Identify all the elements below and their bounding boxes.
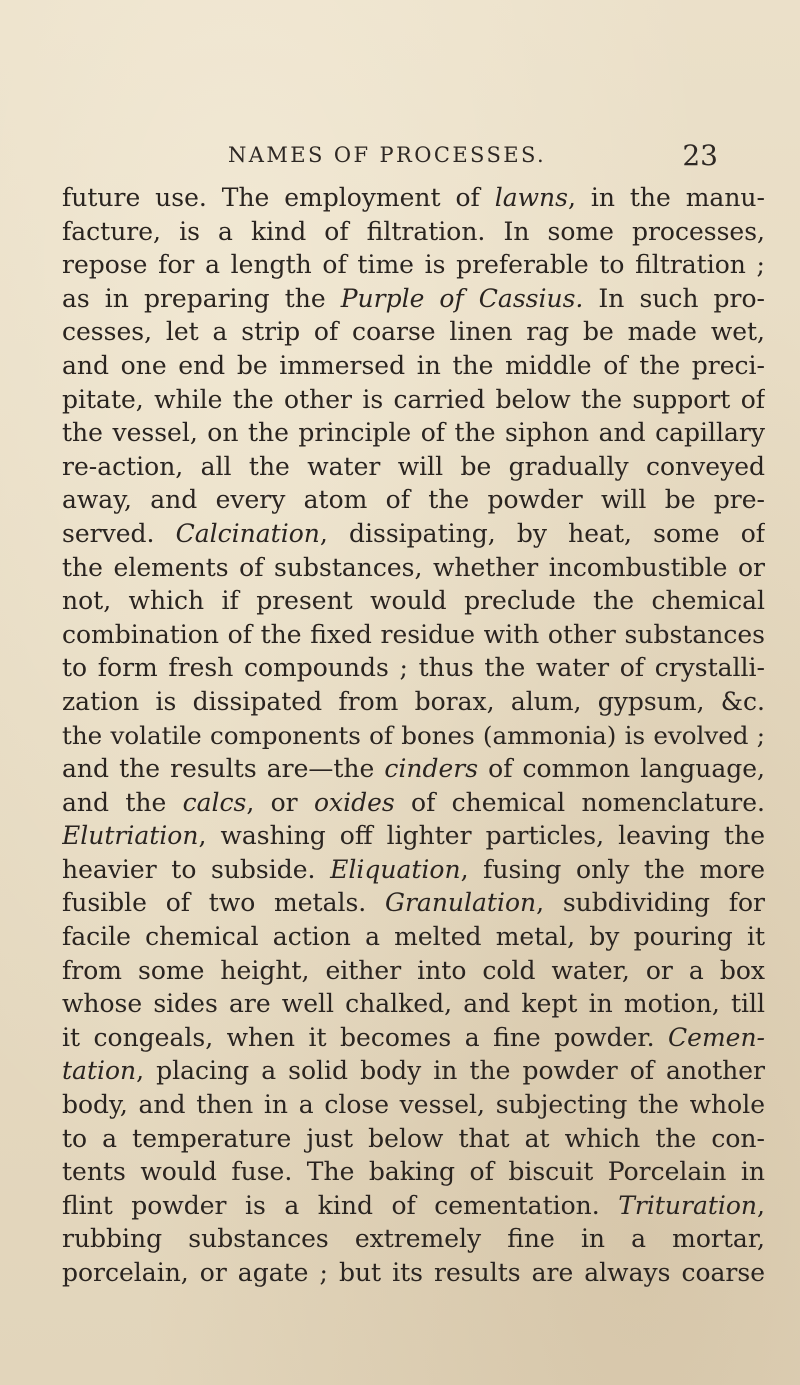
text-line: [62, 719, 765, 753]
text-line: [62, 618, 765, 652]
text-run: In such pro-: [583, 283, 765, 313]
text-run: combination of the fixed residue with other substances: [62, 619, 765, 649]
text-run: , subdividing for: [536, 888, 765, 918]
text-line: [62, 651, 765, 685]
page-number: 23: [682, 138, 718, 172]
text-run: and the results are—the: [62, 754, 385, 784]
text-run: , washing off lighter particles, leaving the: [198, 821, 765, 851]
text-run: and one end be immersed in the middle of the preci-: [62, 350, 765, 380]
italic-term: Trituration: [618, 1190, 758, 1220]
text-line: [62, 416, 765, 450]
text-run: the elements of substances, whether incombustible or: [62, 552, 765, 582]
text-line: [62, 181, 765, 215]
text-line: [62, 483, 765, 517]
running-head: [228, 135, 758, 175]
text-line: [62, 315, 765, 349]
text-line: [62, 920, 765, 954]
text-line: [62, 248, 765, 282]
body-text: [62, 181, 765, 1290]
text-run: repose for a length of time is preferable to filtration ;: [62, 250, 765, 280]
text-run: the volatile components of bones (ammonia) is evolved ;: [62, 720, 765, 750]
italic-term: lawns: [494, 183, 568, 212]
text-run: pitate, while the other is carried below the support of: [62, 384, 765, 414]
text-line: [62, 819, 765, 853]
text-line: [62, 584, 765, 618]
text-run: and the: [62, 787, 183, 817]
text-line: [62, 551, 765, 585]
italic-term: Calcination: [175, 518, 320, 548]
text-line: [62, 383, 765, 417]
italic-term: calcs: [182, 787, 247, 817]
text-run: from some height, either into cold water, or a box: [62, 955, 765, 985]
text-line: [62, 752, 765, 786]
text-run: ,: [757, 1190, 765, 1220]
text-run: porcelain, or agate ; but its results are always coarse: [62, 1258, 765, 1287]
text-run: rubbing substances extremely fine in a mortar,: [62, 1224, 765, 1254]
text-line: [62, 954, 765, 988]
text-run: future use. The employment of: [62, 183, 495, 212]
text-line: [62, 1256, 765, 1290]
text-run: whose sides are well chalked, and kept in motion, till: [62, 989, 765, 1019]
text-run: to form fresh compounds ; thus the water of crystalli-: [62, 653, 765, 683]
text-line: [62, 1021, 765, 1055]
text-run: away, and every atom of the powder will be pre-: [62, 485, 765, 515]
italic-term: Granulation: [385, 888, 537, 918]
text-run: cesses, let a strip of coarse linen rag be made wet,: [62, 317, 765, 347]
text-line: [62, 215, 765, 249]
text-run: tents would fuse. The baking of biscuit Porcelain in: [62, 1157, 765, 1187]
text-line: [62, 282, 765, 316]
text-line: [62, 853, 765, 887]
text-run: of common language,: [478, 754, 765, 784]
text-line: [62, 1155, 765, 1189]
text-run: re-action, all the water will be gradually conveyed: [62, 451, 765, 481]
text-run: of chemical nomenclature.: [394, 787, 765, 817]
italic-term: Cemen-: [668, 1022, 765, 1052]
text-run: it congeals, when it becomes a fine powder.: [62, 1022, 669, 1052]
text-run: facture, is a kind of filtration. In some processes,: [62, 216, 765, 246]
running-title: NAMES OF PROCESSES.: [228, 143, 547, 167]
italic-term: cinders: [384, 754, 479, 784]
text-run: , placing a solid body in the powder of another: [136, 1056, 765, 1086]
italic-term: oxides: [313, 787, 395, 817]
text-run: as in preparing the: [62, 283, 341, 313]
text-line: [62, 1054, 765, 1088]
text-run: not, which if present would preclude the chemical: [62, 586, 765, 616]
text-run: zation is dissipated from borax, alum, gypsum, &c.: [62, 686, 765, 716]
italic-term: tation: [62, 1056, 137, 1086]
text-line: [62, 517, 765, 551]
text-run: heavier to subside.: [62, 854, 331, 884]
text-line: [62, 1122, 765, 1156]
text-line: [62, 450, 765, 484]
text-line: [62, 786, 765, 820]
text-run: body, and then in a close vessel, subjecting the whole: [62, 1090, 765, 1120]
text-run: facile chemical action a melted metal, by pouring it: [62, 922, 765, 952]
text-line: [62, 1189, 765, 1223]
text-run: , in the manu-: [567, 183, 765, 212]
text-run: fusible of two metals.: [62, 888, 385, 918]
text-run: to a temperature just below that at which the con-: [62, 1123, 765, 1153]
text-line: [62, 1222, 765, 1256]
text-line: [62, 685, 765, 719]
text-line: [62, 987, 765, 1021]
text-run: , dissipating, by heat, some of: [319, 518, 765, 548]
text-line: [62, 1088, 765, 1122]
text-run: the vessel, on the principle of the siphon and capillary: [62, 418, 765, 448]
text-line: [62, 886, 765, 920]
italic-term: Eliquation: [330, 854, 461, 884]
text-line: [62, 349, 765, 383]
text-run: , or: [246, 787, 314, 817]
italic-term: Purple of Cassius.: [340, 283, 584, 313]
italic-term: Elutriation: [62, 821, 199, 851]
text-run: served.: [62, 518, 176, 548]
text-run: , fusing only the more: [460, 854, 765, 884]
text-run: flint powder is a kind of cementation.: [62, 1190, 619, 1220]
